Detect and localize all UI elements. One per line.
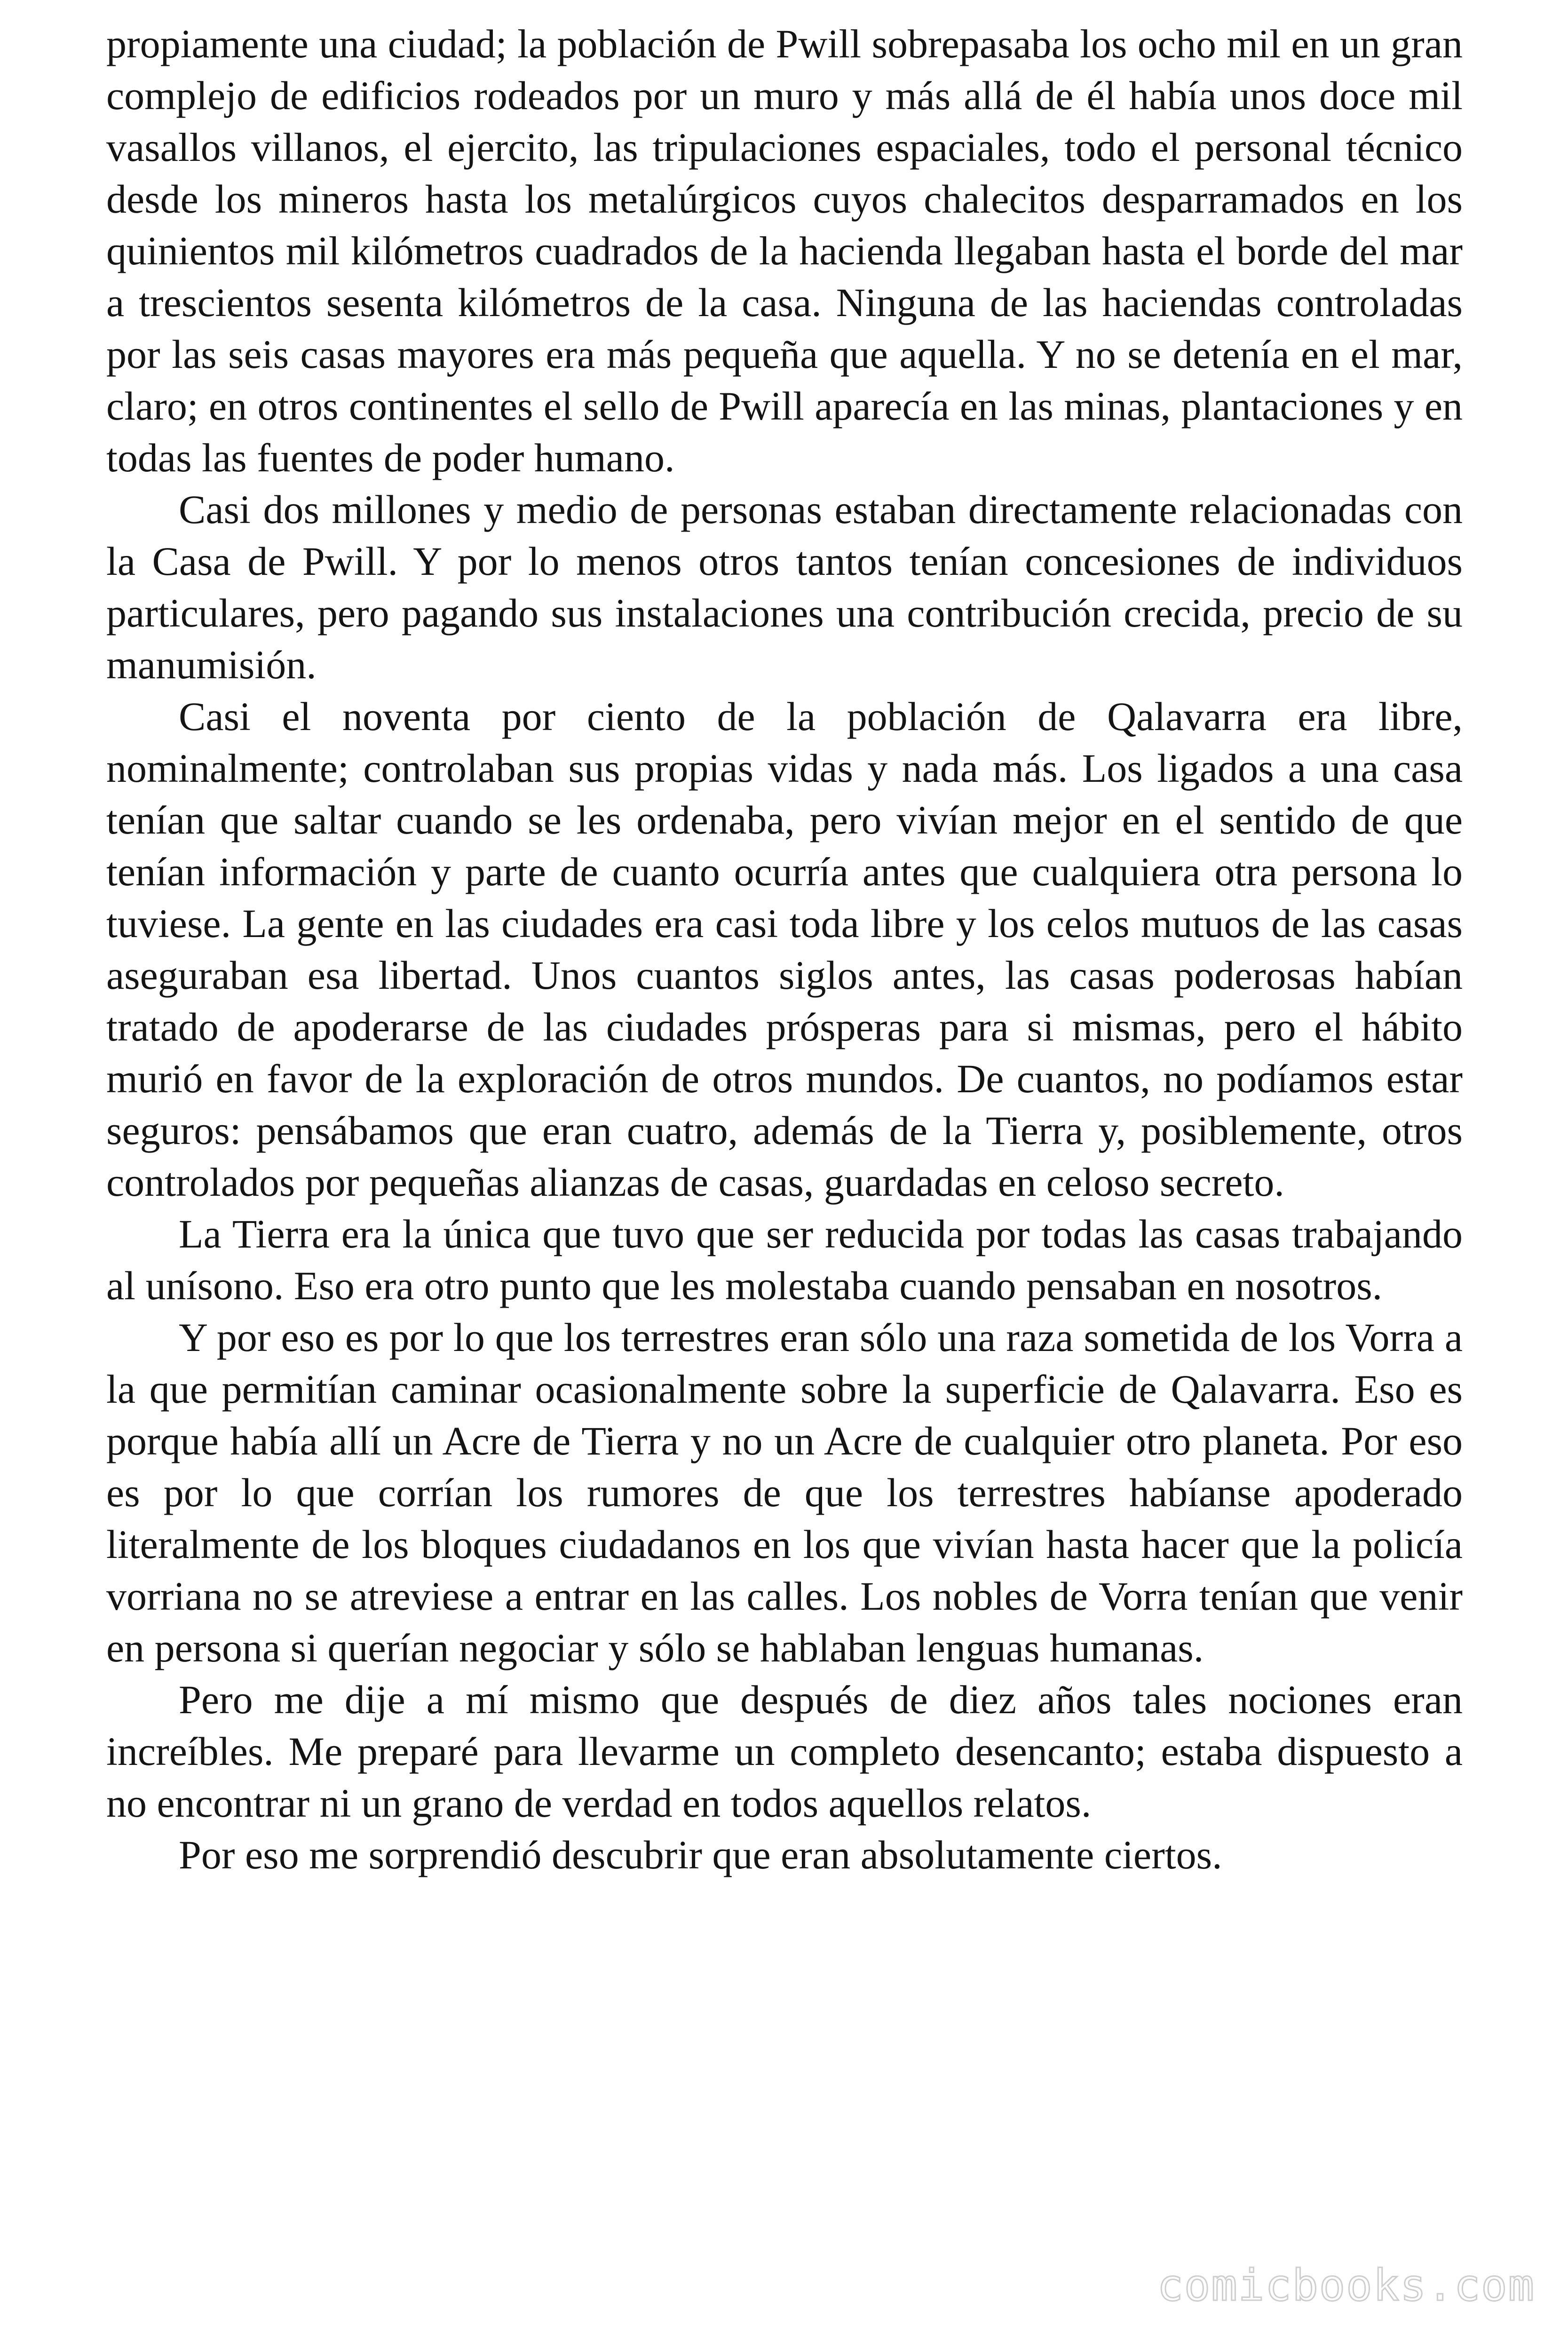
paragraph-1: propiamente una ciudad; la población de Pwill sobrepasaba los ocho mil en un gran complejo de edificios rodeados por un muro y más allá de él había unos doce mil vasallos villanos, el ejercito, las tripulaciones espaciales, todo el personal técnico desde los mineros hasta los metalúrgicos cuyos chalecitos desparramados en los quinientos mil kilómetros cuadrados de la hacienda llegaban hasta el borde del mar a trescientos sesenta kilómetros de la casa. Ninguna de las haciendas controladas por las seis casas mayores era más pequeña que aquella. Y no se detenía en el mar, claro; en otros continentes el sello de Pwill aparecía en las minas, plantaciones y en todas las fuentes de poder humano. [106,21,1463,480]
paragraph-3: Casi el noventa por ciento de la población de Qalavarra era libre, nominalmente; controlaban sus propias vidas y nada más. Los ligados a una casa tenían que saltar cuando se les ordenaba, pero vivían mejor en el sentido de que tenían información y parte de cuanto ocurría antes que cualquiera otra persona lo tuviese. La gente en las ciudades era casi toda libre y los celos mutuos de las casas aseguraban esa libertad. Unos cuantos siglos antes, las casas poderosas habían tratado de apoderarse de las ciudades prósperas para si mismas, pero el hábito murió en favor de la exploración de otros mundos. De cuantos, no podíamos estar seguros: pensábamos que eran cuatro, además de la Tierra y, posiblemente, otros controlados por pequeñas alianzas de casas, guardadas en celoso secreto. [106,694,1463,1205]
paragraph-4: La Tierra era la única que tuvo que ser reducida por todas las casas trabajando al unísono. Eso era otro punto que les molestaba cuando pensaban en nosotros. [106,1211,1463,1308]
page-body [106,18,1463,1881]
paragraph-2: Casi dos millones y medio de personas estaban directamente relacionadas con la Casa de Pwill. Y por lo menos otros tantos tenían concesiones de individuos particulares, pero pagando sus instalaciones una contribución crecida, precio de su manumisión. [106,487,1463,687]
watermark: comicbooks.com [1157,2260,1535,2311]
paragraph-6: Pero me dije a mí mismo que después de diez años tales nociones eran increíbles. Me preparé para llevarme un completo desencanto; estaba dispuesto a no encontrar ni un grano de verdad en todos aquellos relatos. [106,1677,1463,1826]
paragraph-7: Por eso me sorprendió descubrir que eran absolutamente ciertos. [179,1832,1222,1877]
paragraph-5: Y por eso es por lo que los terrestres eran sólo una raza sometida de los Vorra a la que permitían caminar ocasionalmente sobre la superficie de Qalavarra. Eso es porque había allí un Acre de Tierra y no un Acre de cualquier otro planeta. Por eso es por lo que corrían los rumores de que los terrestres habíanse apoderado literalmente de los bloques ciudadanos en los que vivían hasta hacer que la policía vorriana no se atreviese a entrar en las calles. Los nobles de Vorra tenían que venir en persona si querían negociar y sólo se hablaban lenguas humanas. [106,1315,1463,1670]
